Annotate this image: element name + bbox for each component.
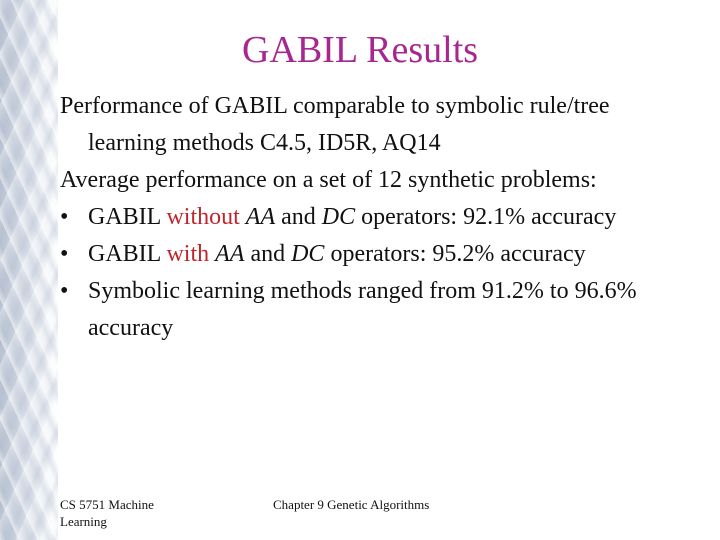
conjunction: and [275, 204, 322, 230]
bullet-text [88, 199, 670, 236]
bullet-suffix: operators: 95.2% accuracy [324, 241, 586, 267]
bullet-text [88, 236, 670, 273]
slide-body [60, 88, 670, 347]
term-aa: AA [245, 204, 276, 230]
highlight-without: without [166, 204, 240, 230]
bullet-icon: • [60, 241, 69, 267]
conjunction: and [244, 241, 292, 267]
bullet-icon: • [60, 278, 69, 304]
term-dc: DC [291, 241, 325, 267]
slide-title: GABIL Results [241, 29, 479, 71]
paragraph-comparison: Performance of GABIL comparable to symbolic rule/tree learning methods C4.5, ID5R, AQ14 [60, 93, 610, 156]
bullet-icon: • [60, 204, 69, 230]
paragraph-average-performance: Average performance on a set of 12 synthetic problems: [60, 167, 597, 193]
term-aa: AA [215, 241, 245, 267]
bullet-prefix: GABIL [88, 241, 167, 267]
bullet-item-without [60, 199, 670, 236]
footer-course: CS 5751 Machine Learning [60, 497, 154, 529]
highlight-with: with [166, 241, 210, 267]
decorative-edge-texture [0, 0, 58, 540]
term-dc: DC [321, 204, 356, 230]
footer-chapter: Chapter 9 Genetic Algorithms [273, 497, 430, 512]
bullet-suffix: operators: 92.1% accuracy [355, 204, 617, 230]
bullet-text: Symbolic learning methods ranged from 91.2% to 96.6% accuracy [88, 278, 637, 341]
bullet-prefix: GABIL [88, 204, 167, 230]
bullet-item-symbolic [60, 273, 670, 347]
bullet-item-with [60, 236, 670, 273]
